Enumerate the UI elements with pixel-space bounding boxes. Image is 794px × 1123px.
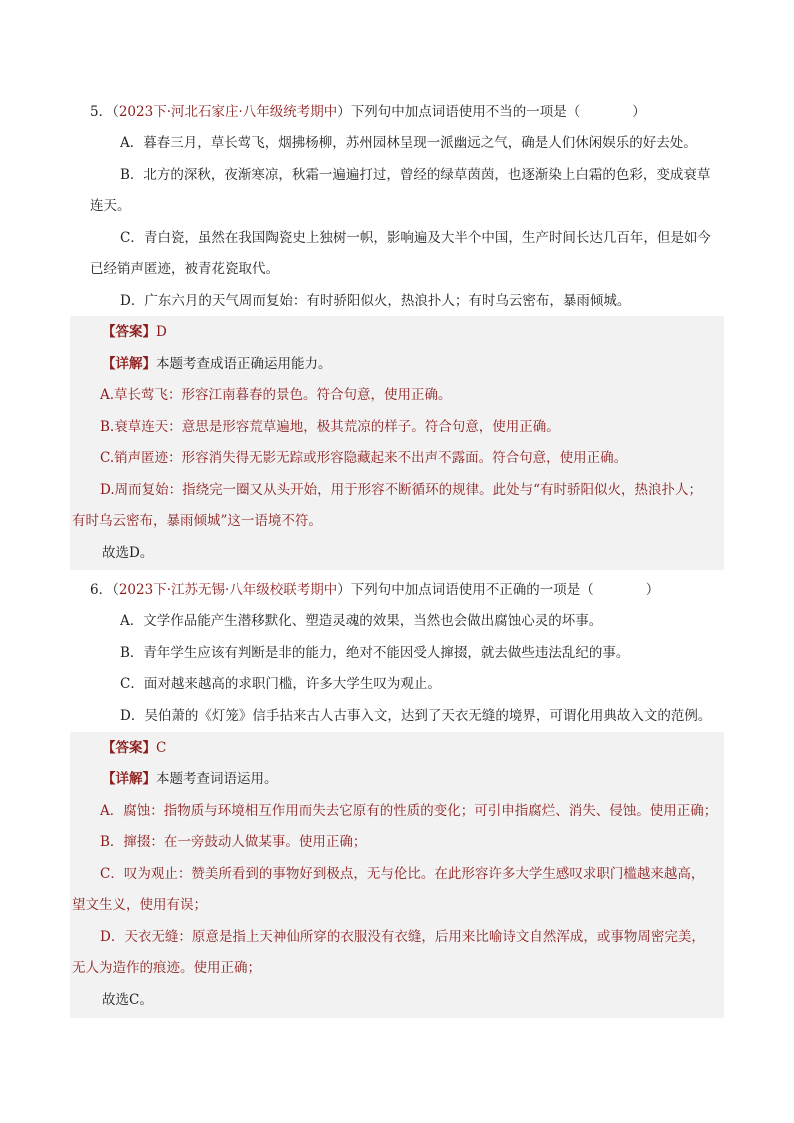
question-5-answer bbox=[102, 322, 167, 342]
detail-label: 【详解】 bbox=[102, 771, 156, 787]
question-6-answer-block bbox=[70, 732, 724, 1018]
explanation-d-cont: 有时乌云密布，暴雨倾城”这一语境不符。 bbox=[72, 513, 322, 529]
question-5-option-b-cont: 连天。 bbox=[90, 198, 131, 214]
explanation-b: B.衰草连天：意思是形容荒草遍地，极其荒凉的样子。符合句意，使用正确。 bbox=[100, 419, 560, 435]
question-5-option-d: D．广东六月的天气周而复始：有时骄阳似火，热浪扑人；有时乌云密布，暴雨倾城。 bbox=[120, 293, 631, 309]
question-6-number: 6．（ bbox=[90, 582, 119, 598]
explanation-d: D．天衣无缝：原意是指上天神仙所穿的衣服没有衣缝，后用来比喻诗文自然浑成，或事物周密完美， bbox=[100, 929, 705, 945]
question-6-text: ）下列句中加点词语使用不正确的一项是（ bbox=[337, 582, 594, 598]
explanation-a: A．腐蚀：指物质与环境相互作用而失去它原有的性质的变化；可引申指腐烂、消失、侵蚀。使用正确； bbox=[100, 803, 718, 819]
explanation-b: B．撺掇：在一旁鼓动人做某事。使用正确； bbox=[100, 834, 367, 850]
question-5-conclusion: 故选D。 bbox=[102, 545, 154, 561]
question-6-detail bbox=[102, 769, 278, 789]
question-5-detail bbox=[102, 354, 332, 374]
question-6-source: 2023下·江苏无锡·八年级校联考期中 bbox=[118, 582, 338, 598]
question-5-paren-close: ） bbox=[632, 104, 646, 120]
question-5-option-a: A．暮春三月，草长莺飞，烟拂杨柳，苏州园林呈现一派幽远之气，确是人们休闲娱乐的好去处。 bbox=[120, 135, 697, 151]
explanation-c-cont: 望文生义，使用有误； bbox=[72, 897, 207, 913]
question-6-option-c: C．面对越来越高的求职门槛，许多大学生叹为观止。 bbox=[120, 676, 441, 692]
question-5-stem bbox=[90, 102, 646, 122]
explanation-c: C.销声匿迹：形容消失得无影无踪或形容隐藏起来不出声不露面。符合句意，使用正确。 bbox=[100, 450, 628, 466]
question-5-option-b: B．北方的深秋，夜渐寒凉，秋霜一遍遍打过，曾经的绿草茵茵，也逐渐染上白霜的色彩，变成衰草 bbox=[120, 167, 711, 183]
explanation-c: C．叹为观止：赞美所看到的事物好到极点，无与伦比。在此形容许多大学生感叹求职门槛越来越高， bbox=[100, 866, 705, 882]
explanation-a: A.草长莺飞：形容江南暮春的景色。符合句意，使用正确。 bbox=[100, 387, 452, 403]
question-6-stem bbox=[90, 580, 659, 600]
answer-label: 【答案】 bbox=[102, 324, 156, 340]
answer-value: D bbox=[156, 324, 167, 340]
explanation-d: D.周而复始：指绕完一圈又从头开始，用于形容不断循环的规律。此处与“有时骄阳似火，热浪扑人； bbox=[100, 482, 703, 498]
question-5-option-c-cont: 已经销声匿迹，被青花瓷取代。 bbox=[90, 261, 279, 277]
question-6-conclusion: 故选C。 bbox=[102, 992, 153, 1008]
question-6-paren-close: ） bbox=[645, 582, 660, 598]
question-5-source: 2023下·河北石家庄·八年级统考期中 bbox=[118, 104, 338, 120]
question-5-text: ）下列句中加点词语使用不当的一项是（ bbox=[337, 104, 581, 120]
question-6-option-d: D．吴伯萧的《灯笼》信手拈来古人古事入文，达到了天衣无缝的境界，可谓化用典故入文的范例。 bbox=[120, 708, 712, 724]
question-6-answer bbox=[102, 738, 166, 758]
question-6-option-a: A．文学作品能产生潜移默化、塑造灵魂的效果，当然也会做出腐蚀心灵的坏事。 bbox=[120, 613, 603, 629]
explanation-d-cont: 无人为造作的痕迹。使用正确； bbox=[72, 960, 261, 976]
detail-text: 本题考查成语正确运用能力。 bbox=[156, 356, 332, 372]
detail-label: 【详解】 bbox=[102, 356, 156, 372]
answer-value: C bbox=[156, 740, 167, 756]
question-5-number: 5．（ bbox=[90, 104, 119, 120]
answer-label: 【答案】 bbox=[102, 740, 156, 756]
detail-text: 本题考查词语运用。 bbox=[156, 771, 278, 787]
question-5-answer-block bbox=[70, 316, 724, 570]
question-5-option-c: C．青白瓷，虽然在我国陶瓷史上独树一帜，影响遍及大半个中国，生产时间长达几百年，但是如今 bbox=[120, 230, 711, 246]
question-6-option-b: B．青年学生应该有判断是非的能力，绝对不能因受人撺掇，就去做些违法乱纪的事。 bbox=[120, 645, 630, 661]
